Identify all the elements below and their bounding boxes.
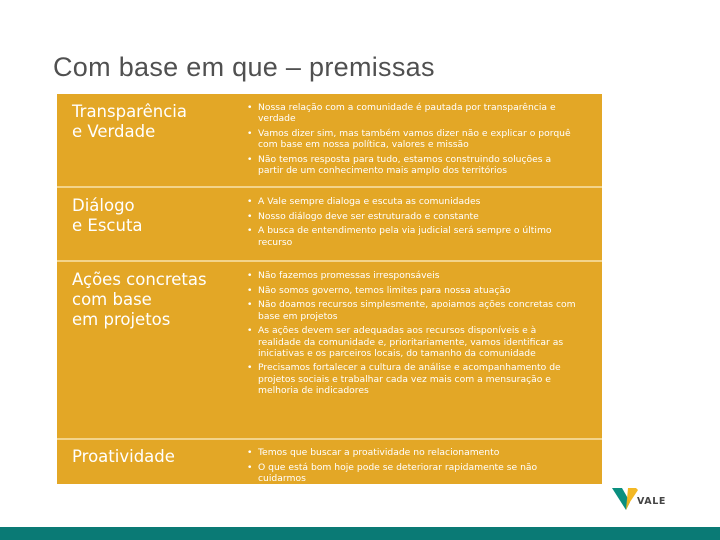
- list-item: • A busca de entendimento pela via judicial será sempre o último recurso: [247, 225, 577, 247]
- list-item: • Não doamos recursos simplesmente, apoiamos ações concretas com base em projetos: [247, 299, 577, 321]
- section-acoes: [57, 262, 602, 438]
- list-item: • As ações devem ser adequadas aos recursos disponíveis e à realidade da comunidade e, prioritariamente, vamos identificar as iniciativas e os parceiros locais, do tamanho da comunidade: [247, 325, 577, 359]
- list-item: • Não somos governo, temos limites para nossa atuação: [247, 285, 577, 296]
- list-item: • Nossa relação com a comunidade é pautada por transparência e verdade: [247, 102, 577, 124]
- section-title: Proatividade: [72, 447, 175, 466]
- bullet-list: [247, 102, 577, 180]
- bullet-list: [247, 196, 577, 251]
- logo-text: VALE: [637, 496, 667, 507]
- section-title: Diálogo e Escuta: [72, 196, 143, 235]
- bullet-list: [247, 270, 577, 400]
- list-item: • Precisamos fortalecer a cultura de análise e acompanhamento de projetos sociais e trabalhar cada vez mais com a mensuração e melhoria de indicadores: [247, 362, 577, 396]
- page-title: Com base em que – premissas: [53, 52, 435, 82]
- list-item: • O que está bom hoje pode se deteriorar rapidamente se não cuidarmos: [247, 462, 577, 484]
- section-title: Ações concretas com base em projetos: [72, 270, 207, 329]
- section-title: Transparência e Verdade: [72, 102, 187, 141]
- list-item: • Não temos resposta para tudo, estamos construindo soluções a partir de um conhecimento mais amplo dos territórios: [247, 154, 577, 176]
- footer-bar: [0, 527, 720, 540]
- section-transparencia: [57, 94, 602, 186]
- list-item: • Nosso diálogo deve ser estruturado e constante: [247, 211, 577, 222]
- premises-panel: [57, 94, 602, 484]
- bullet-list: [247, 447, 577, 488]
- list-item: • Vamos dizer sim, mas também vamos dizer não e explicar o porquê com base em nossa política, valores e missão: [247, 128, 577, 150]
- list-item: • Temos que buscar a proatividade no relacionamento: [247, 447, 577, 458]
- list-item: • Não fazemos promessas irresponsáveis: [247, 270, 577, 281]
- list-item: • A Vale sempre dialoga e escuta as comunidades: [247, 196, 577, 207]
- section-dialogo: [57, 188, 602, 260]
- section-proatividade: [57, 440, 602, 484]
